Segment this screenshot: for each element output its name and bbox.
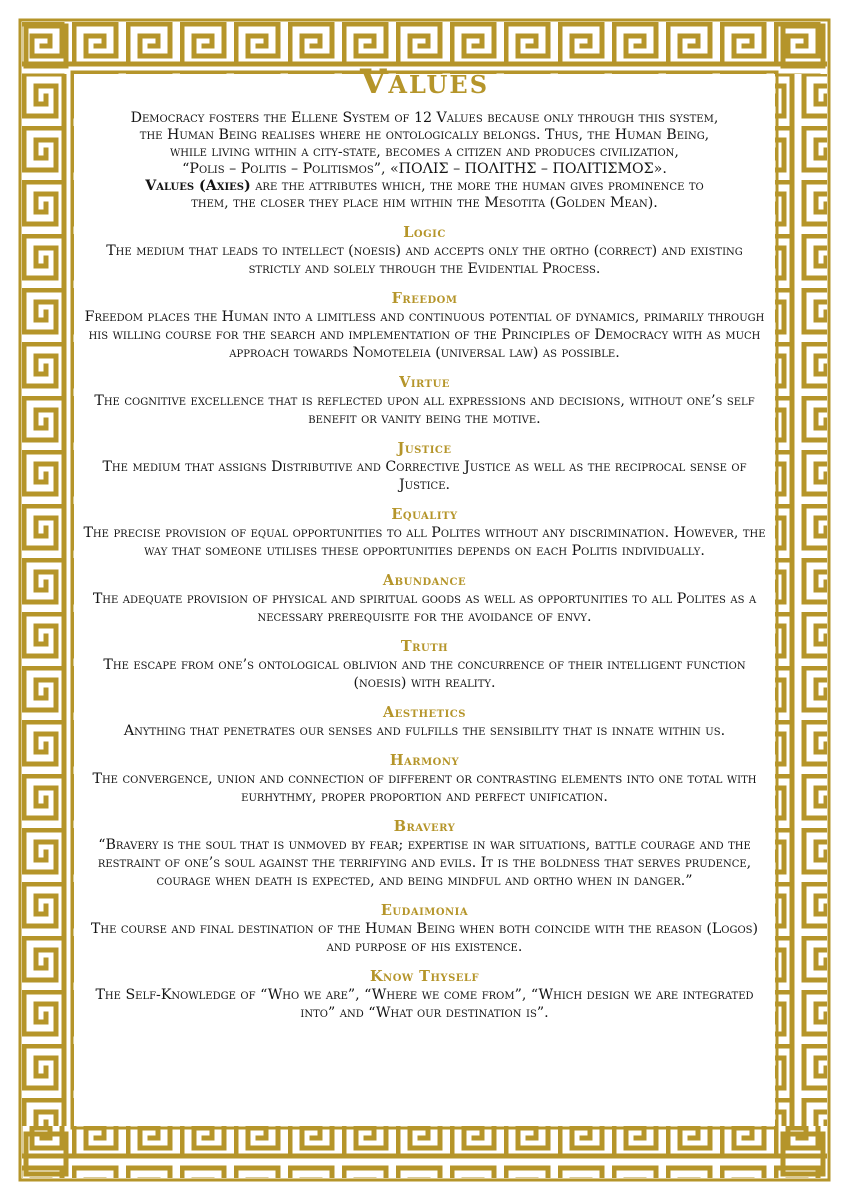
value-description: The cognitive excellence that is reflected upon all expressions and decisions, without one’s self benefit or vanity being the motive.: [94, 393, 755, 427]
value-description: Freedom places the Human into a limitless and continuous potential of dynamics, primarily through his willing course for the search and implementation of the Principles of Democracy with as much approach towards Nomoteleia (universal law) as possible.: [84, 309, 765, 361]
intro-line: while living within a city-state, becomes a citizen and produces civilization,: [170, 144, 679, 160]
value-description: Anything that penetrates our senses and fulfills the sensibility that is innate within us.: [123, 723, 726, 739]
value-description: “Bravery is the soul that is unmoved by fear; expertise in war situations, battle courage and the restraint of one’s soul against the terrifying and evils. It is the boldness that serves prudence, courage when death is expected, and being mindful and ortho when in danger.”: [97, 837, 752, 889]
value-section-logic: [80, 224, 769, 278]
intro-line: [80, 178, 769, 195]
intro-line: “Polis – Politis – Politismos”, «ΠΟΛΙΣ – ΠΟΛΙΤΗΣ – ΠΟΛΙΤΙΣΜΟΣ».: [182, 161, 667, 177]
intro-line: them, the closer they place him within the Mesotita (Golden Mean).: [191, 195, 658, 211]
value-description: The Self-Knowledge of “Who we are”, “Where we come from”, “Which design we are integrated into” and “What our destination is”.: [95, 987, 754, 1021]
intro-line: the Human Being realises where he ontologically belongs. Thus, the Human Being,: [139, 127, 710, 143]
value-section-virtue: [80, 374, 769, 428]
value-heading: Aesthetics: [383, 704, 466, 721]
intro-paragraph: [80, 110, 769, 212]
intro-line-rest: are the attributes which, the more the human gives prominence to: [250, 178, 704, 194]
value-heading: Bravery: [393, 818, 456, 835]
value-section-justice: [80, 440, 769, 494]
value-section-bravery: [80, 818, 769, 890]
value-description: The course and final destination of the Human Being when both coincide with the reason (Logos) and purpose of his existence.: [90, 921, 759, 955]
value-description: The escape from one’s ontological oblivion and the concurrence of their intelligent function (noesis) with reality.: [103, 657, 746, 691]
value-heading: Equality: [391, 506, 458, 523]
value-description: The convergence, union and connection of different or contrasting elements into one total with eurhythmy, proper proportion and perfect unification.: [92, 771, 757, 805]
value-section-aesthetics: [80, 704, 769, 740]
intro-bold-term: Values (Axies): [145, 178, 251, 194]
intro-line: Democracy fosters the Ellene System of 12 Values because only through this system,: [130, 110, 719, 126]
value-heading: Justice: [397, 440, 452, 457]
value-section-abundance: [80, 572, 769, 626]
value-section-equality: [80, 506, 769, 560]
value-description: The medium that assigns Distributive and Corrective Justice as well as the reciprocal sense of Justice.: [102, 459, 747, 493]
value-section-truth: [80, 638, 769, 692]
page-title: Values: [359, 62, 490, 102]
value-section-harmony: [80, 752, 769, 806]
value-heading: Abundance: [382, 572, 467, 589]
value-heading: Know Thyself: [369, 968, 480, 985]
value-heading: Freedom: [391, 290, 458, 307]
value-heading: Eudaimonia: [380, 902, 469, 919]
value-section-know-thyself: [80, 968, 769, 1022]
value-heading: Virtue: [399, 374, 450, 391]
value-heading: Harmony: [389, 752, 460, 769]
value-description: The adequate provision of physical and spiritual goods as well as opportunities to all Polites as a necessary prerequisite for the avoidance of envy.: [92, 591, 757, 625]
values-document: [80, 62, 769, 1022]
value-description: The medium that leads to intellect (noesis) and accepts only the ortho (correct) and existing strictly and solely through the Evidential Process.: [106, 243, 743, 277]
value-heading: Logic: [403, 224, 446, 241]
value-heading: Truth: [400, 638, 449, 655]
value-section-eudaimonia: [80, 902, 769, 956]
value-section-freedom: [80, 290, 769, 362]
value-description: The precise provision of equal opportunities to all Polites without any discrimination. However, the way that someone utilises these opportunities depends on each Politis individually.: [83, 525, 766, 559]
